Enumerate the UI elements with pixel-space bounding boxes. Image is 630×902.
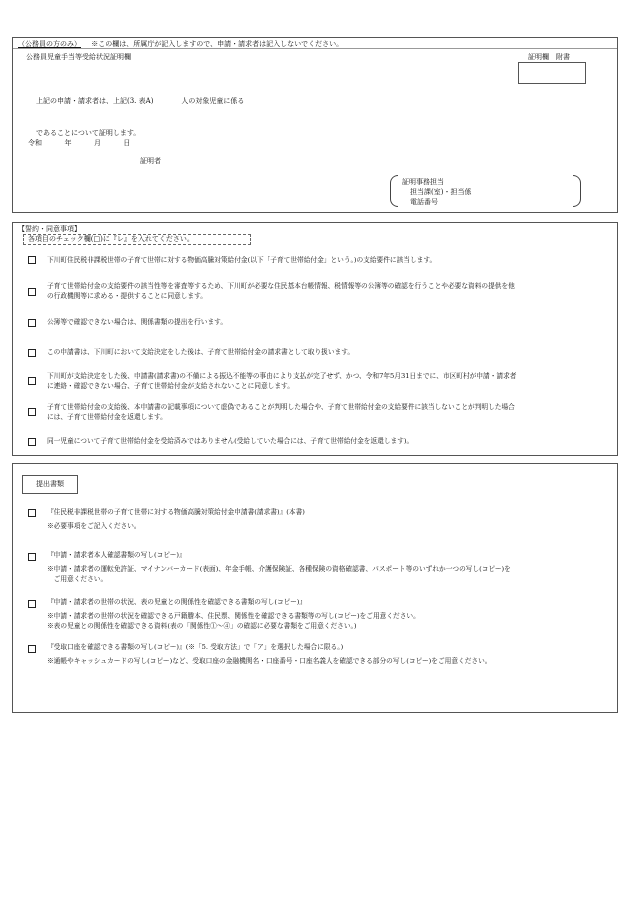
- official-tag-text: （公務員の方のみ）: [18, 40, 81, 48]
- cert-date: [28, 138, 130, 148]
- cert-stamp-field[interactable]: [518, 62, 586, 84]
- document-title-2: 『申請・請求者本人確認書類の写し(コピー)』: [47, 551, 186, 559]
- official-tag: [18, 39, 343, 49]
- official-note: ※この欄は、所属庁が記入しますので、申請・請求者は記入しないでください。: [91, 40, 344, 48]
- date-year: 年: [64, 139, 72, 147]
- cert-stamp-label: 証明欄 附書: [528, 53, 570, 61]
- certifier-label: 証明者: [140, 157, 161, 165]
- document-item-4: [47, 642, 491, 666]
- pledge-item-1: 下川町住民税非課税世帯の子育て世帯に対する物価高騰対策給付金(以下「子育て世帯給付金」という。)の支給要件に該当します。: [47, 256, 437, 264]
- pledge-item-6: 子育て世帯給付金の支給後、本申請書の記載事項について虚偽であることが判明した場合や、子育て世帯給付金の支給要件に該当しないことが判明した場合 には、子育て世帯給付金を返還します。: [47, 403, 515, 421]
- document-title-1: 『住民税非課税世帯の子育て世帯に対する物価高騰対策給付金申請書(請求書)』(本書): [47, 508, 305, 516]
- contact-bracket-right: [573, 175, 581, 207]
- document-note-2b: ご用意ください。: [47, 575, 108, 583]
- contact-bracket-left: [390, 175, 398, 207]
- pledge-checkbox-2[interactable]: [28, 288, 36, 296]
- document-note-3a: ※申請・請求者の世帯の状況を確認できる戸籍謄本、住民票、関係性を確認できる書類等の写し(コピー)をご用意ください。: [47, 612, 420, 620]
- pledge-item-4: この申請書は、下川町において支給決定をした後は、子育て世帯給付金の請求書として取り扱います。: [47, 348, 355, 356]
- document-title-4: 『受取口座を確認できる書類の写し(コピー)』(※「5. 受取方法」で「ア」を選択した場合に限る。): [47, 643, 344, 651]
- documents-section: [12, 463, 618, 713]
- documents-header: 提出書類: [22, 475, 78, 494]
- document-note-3b: ※表の児童との関係性を確認できる資料(表の「関係性①～④」の確認に必要な書類をご用意ください。): [47, 622, 357, 630]
- pledge-item-2: 子育て世帯給付金の支給要件の該当性等を審査等するため、下川町が必要な住民基本台帳情報、税情報等の公簿等の確認を行うことや必要な資料の提供を他 の行政機関等に求める・提供することに同意します。: [47, 282, 515, 300]
- official-title: 公務員児童手当等受給状況証明欄: [26, 53, 131, 61]
- pledge-checkbox-7[interactable]: [28, 438, 36, 446]
- pledge-checkbox-6[interactable]: [28, 408, 36, 416]
- document-item-2: [47, 550, 511, 584]
- pledge-checkbox-3[interactable]: [28, 319, 36, 327]
- document-checkbox-1[interactable]: [28, 509, 36, 517]
- pledge-item-7: 同一児童について子育て世帯給付金を受給済みではありません(受給していた場合には、子育て世帯給付金を返還します)。: [47, 437, 414, 445]
- statement-line-2: であることについて証明します。: [36, 129, 141, 137]
- contact-line-2: 担当課(室)・担当係: [410, 188, 472, 196]
- date-month: 月: [93, 139, 101, 147]
- document-checkbox-4[interactable]: [28, 645, 36, 653]
- statement-line-1: 上記の申請・請求者は、上記(3. 表A) 人の対象児童に係る: [36, 97, 245, 105]
- document-note-2a: ※申請・請求者の運転免許証、マイナンバーカード(表面)、年金手帳、介護保険証、各種保険の資格確認書、パスポート等のいずれか一つの写し(コピー)を: [47, 565, 511, 573]
- document-note-1: ※必要事項をご記入ください。: [47, 522, 141, 530]
- pledge-header: 【誓約・同意事項】: [18, 225, 81, 233]
- contact-line-1: 証明事務担当: [402, 178, 444, 186]
- pledge-checkbox-5[interactable]: [28, 377, 36, 385]
- contact-line-3: 電話番号: [410, 198, 438, 206]
- date-reiwa: 令和: [28, 139, 42, 147]
- pledge-checkbox-1[interactable]: [28, 256, 36, 264]
- document-title-3: 『申請・請求者の世帯の状況、表の児童との関係性を確認できる書類の写し(コピー)』: [47, 598, 307, 606]
- pledge-item-5: 下川町が支給決定をした後、申請書(請求書)の不備による振込不能等の事由により支払が完了せず、かつ、令和7年5月31日までに、市区町村が申請・請求者 に連絡・確認できない場合、子育て世帯給付金が支給されないことに同意します。: [47, 372, 517, 390]
- pledge-checkbox-4[interactable]: [28, 349, 36, 357]
- pledge-instruction: 各項目のチェック欄(□)に『レ』を入れてください。: [23, 234, 251, 245]
- pledge-item-3: 公簿等で確認できない場合は、関係書類の提出を行います。: [47, 318, 228, 326]
- document-item-3: [47, 597, 420, 631]
- date-day: 日: [123, 139, 131, 147]
- document-item-1: [47, 507, 305, 531]
- document-note-4: ※通帳やキャッシュカードの写し(コピー)など、受取口座の金融機関名・口座番号・口座名義人を確認できる部分の写し(コピー)をご用意ください。: [47, 657, 492, 665]
- document-checkbox-3[interactable]: [28, 600, 36, 608]
- document-checkbox-2[interactable]: [28, 553, 36, 561]
